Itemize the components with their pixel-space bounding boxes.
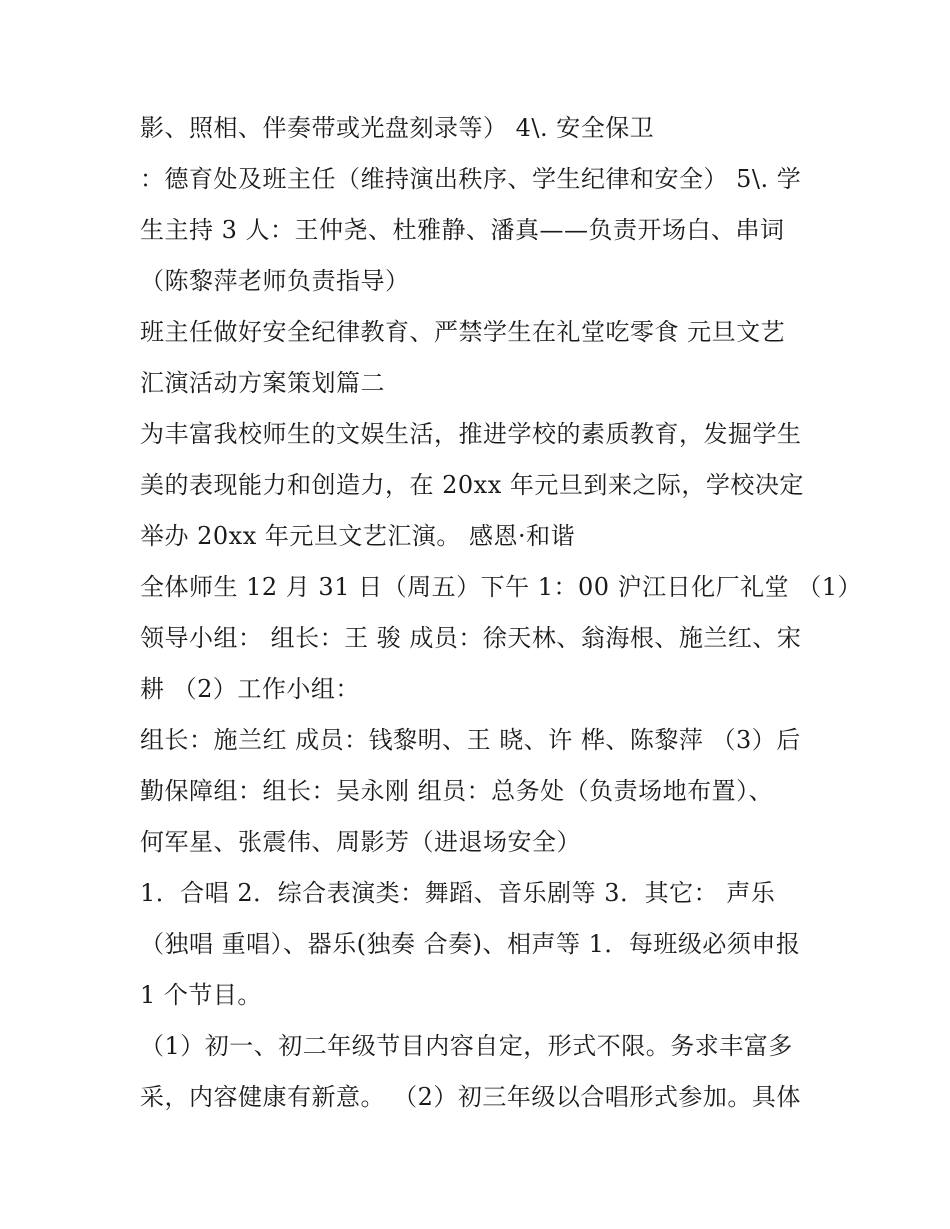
text-line: 1．合唱 2．综合表演类：舞蹈、音乐剧等 3．其它： 声乐 — [140, 879, 776, 907]
text-line: （1）初一、初二年级节目内容自定，形式不限。务求丰富多 — [140, 1032, 793, 1060]
text-line: 何军星、张震伟、周影芳（进退场安全） — [140, 828, 581, 856]
text-line: （陈黎萍老师负责指导） — [140, 267, 410, 295]
text-line: 采，内容健康有新意。 （2）初三年级以合唱形式参加。具体 — [140, 1083, 801, 1111]
section-heading: 汇演活动方案策划篇二 — [140, 369, 385, 397]
text-line: ：德育处及班主任（维持演出秩序、学生纪律和安全） 5\. 学 — [140, 165, 802, 193]
text-line: 班主任做好安全纪律教育、严禁学生在礼堂吃零食 元旦文艺 — [140, 318, 786, 346]
text-line: 耕 （2）工作小组： — [140, 675, 360, 703]
text-line: 影、照相、伴奏带或光盘刻录等） 4\. 安全保卫 — [140, 114, 655, 142]
text-line: 勤保障组：组长：吴永刚 组员：总务处（负责场地布置）、 — [140, 777, 774, 805]
text-line: 为丰富我校师生的文娱生活，推进学校的素质教育，发掘学生 — [140, 420, 802, 448]
text-line: 领导小组： 组长：王 骏 成员：徐天林、翁海根、施兰红、宋 — [140, 624, 802, 652]
text-line: 美的表现能力和创造力，在 20xx 年元旦到来之际，学校决定 — [140, 471, 804, 499]
text-line: 组长：施兰红 成员：钱黎明、王 晓、许 桦、陈黎萍 （3）后 — [140, 726, 801, 754]
text-line: 生主持 3 人：王仲尧、杜雅静、潘真——负责开场白、串词 — [140, 216, 785, 244]
text-line: 举办 20xx 年元旦文艺汇演。 感恩·和谐 — [140, 522, 576, 550]
text-line: （独唱 重唱）、器乐(独奏 合奏)、相声等 1．每班级必须申报 — [140, 930, 801, 958]
text-line: 全体师生 12 月 31 日（周五）下午 1：00 沪江日化厂礼堂 （1） — [140, 573, 863, 601]
text-line: 1 个节目。 — [140, 981, 262, 1009]
